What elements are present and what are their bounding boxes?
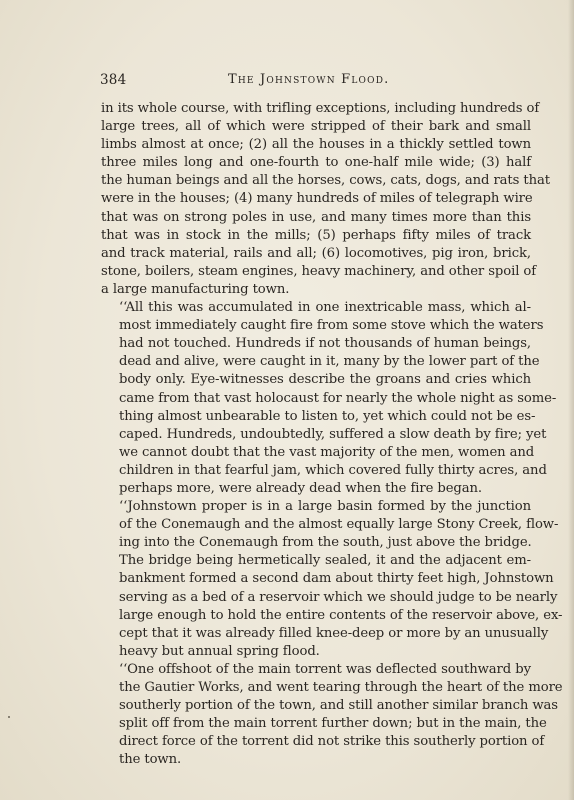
text-line: the town.: [119, 752, 182, 768]
text-line: southerly portion of the town, and still another similar branch was: [119, 698, 558, 714]
text-line: dead and alive, were caught in it, many by the lower part of the: [119, 354, 540, 370]
text-line: limbs almost at once; (2) all the houses in a thickly settled town: [101, 137, 531, 153]
text-line: the human beings and all the horses, cows, cats, dogs, and rats that: [101, 173, 550, 189]
text-line: bankment formed a second dam about thirty feet high, Johnstown: [119, 571, 554, 587]
paragraph: [101, 498, 563, 661]
text-line: children in that fearful jam, which covered fully thirty acres, and: [119, 462, 547, 478]
text-line: split off from the main torrent further down; but in the main, the: [119, 716, 547, 732]
text-line: caped. Hundreds, undoubtedly, suffered a slow death by fire; yet: [119, 426, 547, 442]
text-line: most immediately caught fire from some stove which the waters: [119, 318, 544, 334]
text-line: of the Conemaugh and the almost equally large Stony Creek, flow-: [119, 517, 559, 533]
paragraph: [101, 661, 563, 770]
text-line: perhaps more, were already dead when the fire began.: [119, 480, 483, 496]
text-line: in its whole course, with trifling exceptions, including hundreds of: [101, 101, 540, 116]
running-title: The Johnstown Flood.: [228, 72, 390, 87]
text-line: heavy but annual spring flood.: [119, 643, 320, 659]
text-line: cept that it was already filled knee-deep or more by an unusually: [119, 625, 549, 641]
text-line: the Gautier Works, and went tearing through the heart of the more: [119, 680, 563, 695]
text-line: we cannot doubt that the vast majority of the men, women and: [119, 444, 535, 460]
margin-speck: [8, 716, 10, 718]
text-line: large trees, all of which were stripped of their bark and small: [101, 119, 531, 135]
text-line: serving as a bed of a reservoir which we should judge to be nearly: [119, 589, 558, 605]
text-line: ing into the Conemaugh from the south, just above the bridge.: [119, 535, 532, 551]
text-line: a large manufacturing town.: [101, 281, 290, 297]
paragraph: [101, 299, 557, 498]
page-edge-shadow: [568, 0, 574, 800]
text-line: direct force of the torrent did not strike this southerly portion of: [119, 734, 545, 750]
text-line: had not touched. Hundreds if not thousands of human beings,: [119, 336, 531, 352]
text-line: thing almost unbearable to listen to, yet which could not be es-: [119, 408, 536, 424]
page-header: [100, 72, 532, 92]
paragraph: [101, 100, 550, 299]
text-line: The bridge being hermetically sealed, it and the adjacent em-: [119, 553, 531, 569]
text-line: were in the houses; (4) many hundreds of miles of telegraph wire: [101, 191, 533, 207]
page-number: 384: [100, 72, 127, 88]
text-line: that was on strong poles in use, and many times more than this: [101, 209, 531, 225]
text-line: ‘‘Johnstown proper is in a large basin formed by the junction: [119, 499, 531, 515]
text-line: ‘‘One offshoot of the main torrent was deflected southward by: [119, 661, 531, 677]
text-line: came from that vast holocaust for nearly the whole night as some-: [119, 390, 557, 406]
text-line: body only. Eye-witnesses describe the groans and cries which: [119, 372, 531, 388]
body-text: [101, 100, 563, 769]
text-line: and track material, rails and all; (6) locomotives, pig iron, brick,: [101, 245, 531, 261]
text-line: that was in stock in the mills; (5) perhaps fifty miles of track: [101, 227, 531, 243]
text-line: three miles long and one-fourth to one-half mile wide; (3) half: [101, 155, 531, 171]
text-line: stone, boilers, steam engines, heavy machinery, and other spoil of: [101, 263, 537, 279]
text-line: large enough to hold the entire contents of the reservoir above, ex-: [119, 607, 563, 623]
text-line: ‘‘All this was accumulated in one inextricable mass, which al-: [119, 300, 531, 316]
